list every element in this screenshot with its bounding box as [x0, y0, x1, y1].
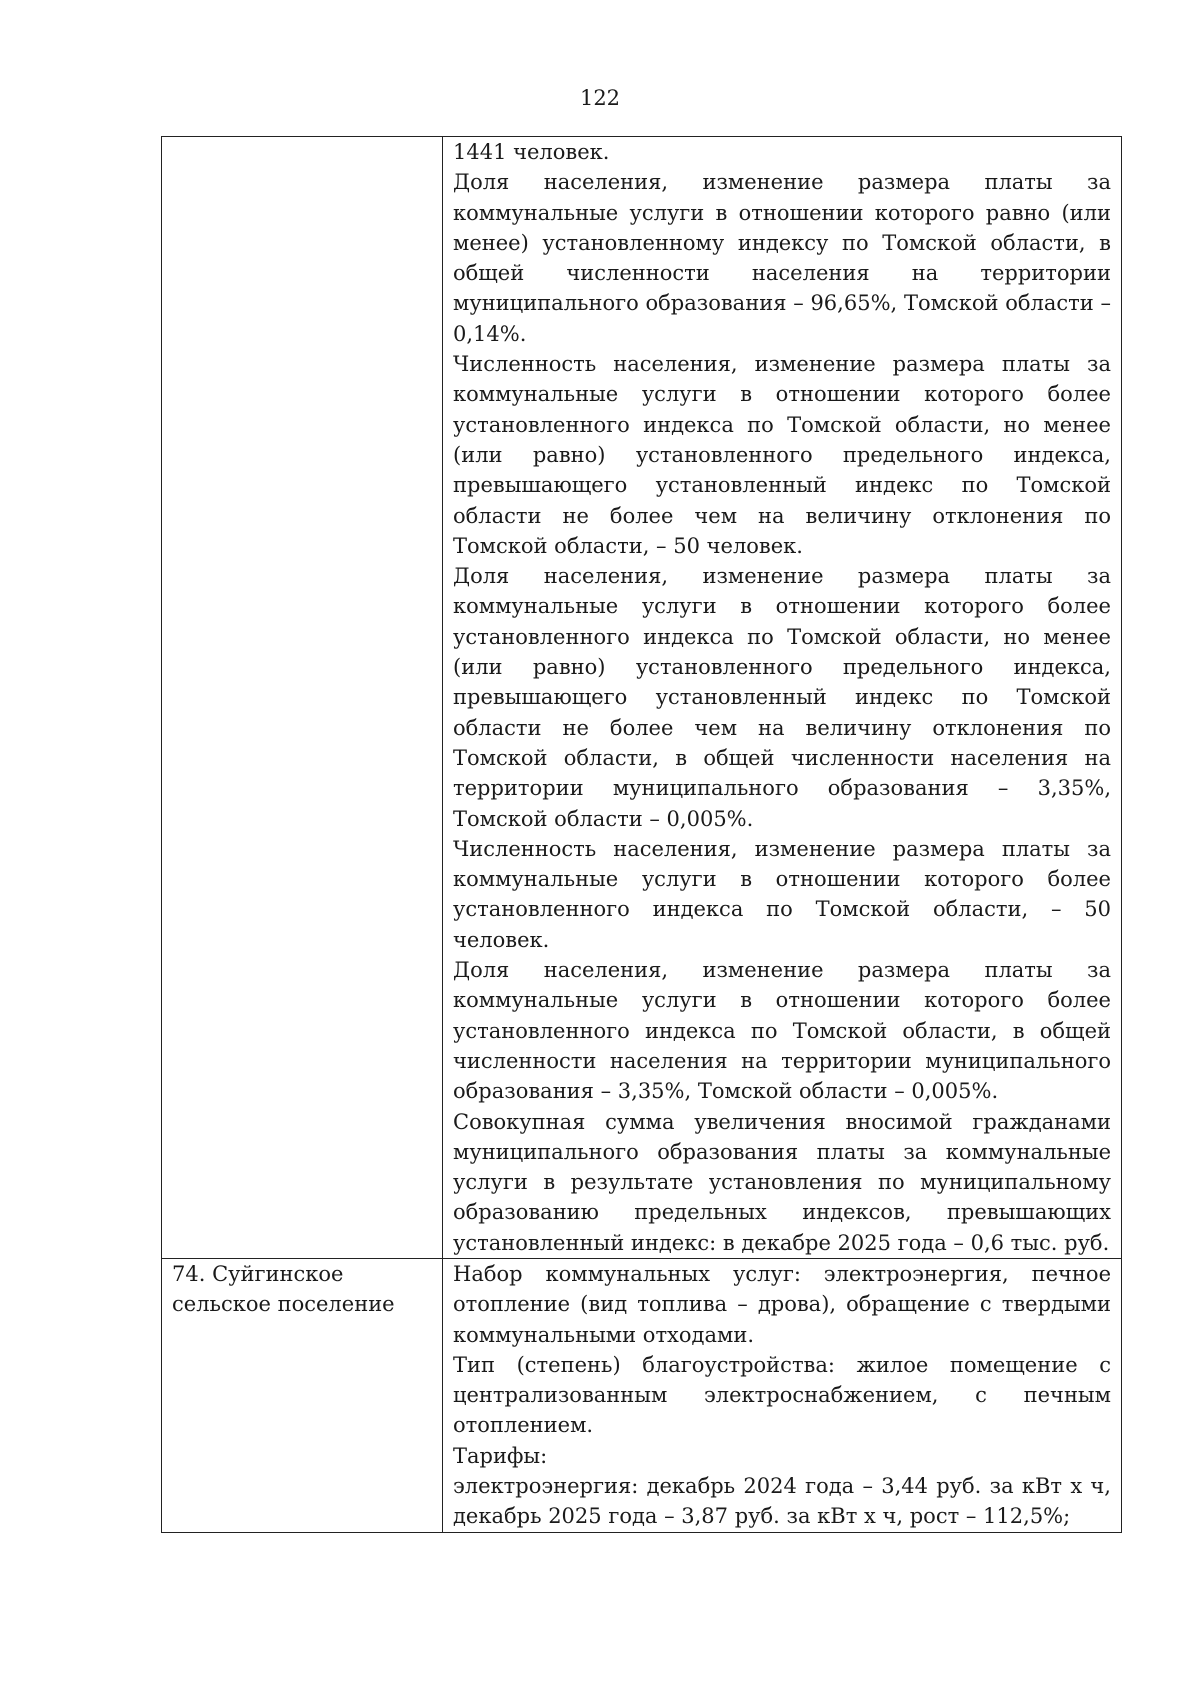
paragraph: Совокупная сумма увеличения вносимой гражданами муниципального образования платы за коммунальные услуги в результате установления по муниципальному образованию предельных индексов, превышающих установленный индекс: в декабре 2025 года – 0,6 тыс. руб.: [453, 1109, 1111, 1255]
paragraph: Численность населения, изменение размера платы за коммунальные услуги в отношении которого более установленного индекса по Томской области, – 50 человек.: [453, 836, 1111, 952]
paragraph: Тип (степень) благоустройства: жилое помещение с централизованным электроснабжением, с печным отоплением.: [453, 1352, 1111, 1438]
paragraph: 1441 человек.: [453, 140, 610, 164]
paragraph: Доля населения, изменение размера платы за коммунальные услуги в отношении которого более установленного индекса по Томской области, но менее (или равно) установленного предельного индекса, превышающего установленный индекс по Томской области не более чем на величину отклонения по Томской области, в общей численности населения на территории муниципального образования – 3,35%, Томской области – 0,005%.: [453, 564, 1111, 831]
table-row: [162, 1258, 1122, 1532]
municipality-cell: [162, 1258, 443, 1532]
paragraph: Тарифы:: [453, 1443, 548, 1468]
municipality-cell: [162, 137, 443, 1259]
table-row: [162, 137, 1122, 1259]
paragraph: Доля населения, изменение размера платы за коммунальные услуги в отношении которого равно (или менее) установленному индексу по Томской области, в общей численности населения на территории муниципального образования – 96,65%, Томской области – 0,14%.: [453, 170, 1111, 346]
municipality-name: 74. Суйгинское сельское поселение: [172, 1261, 395, 1317]
paragraph: Доля населения, изменение размера платы за коммунальные услуги в отношении которого более установленного индекса по Томской области, в общей численности населения на территории муниципального образования – 3,35%, Томской области – 0,005%.: [453, 958, 1111, 1104]
paragraph: Набор коммунальных услуг: электроэнергия, печное отопление (вид топлива – дрова), обращение с твердыми коммунальными отходами.: [453, 1261, 1111, 1347]
description-cell: [443, 137, 1122, 1259]
document-table: [161, 136, 1122, 1533]
page-number: 122: [579, 86, 621, 110]
description-cell: [443, 1258, 1122, 1532]
paragraph: электроэнергия: декабрь 2024 года – 3,44 руб. за кВт х ч, декабрь 2025 года – 3,87 руб. за кВт х ч, рост – 112,5%;: [453, 1474, 1111, 1529]
paragraph: Численность населения, изменение размера платы за коммунальные услуги в отношении которого более установленного индекса по Томской области, но менее (или равно) установленного предельного индекса, превышающего установленный индекс по Томской области не более чем на величину отклонения по Томской области, – 50 человек.: [453, 352, 1111, 558]
